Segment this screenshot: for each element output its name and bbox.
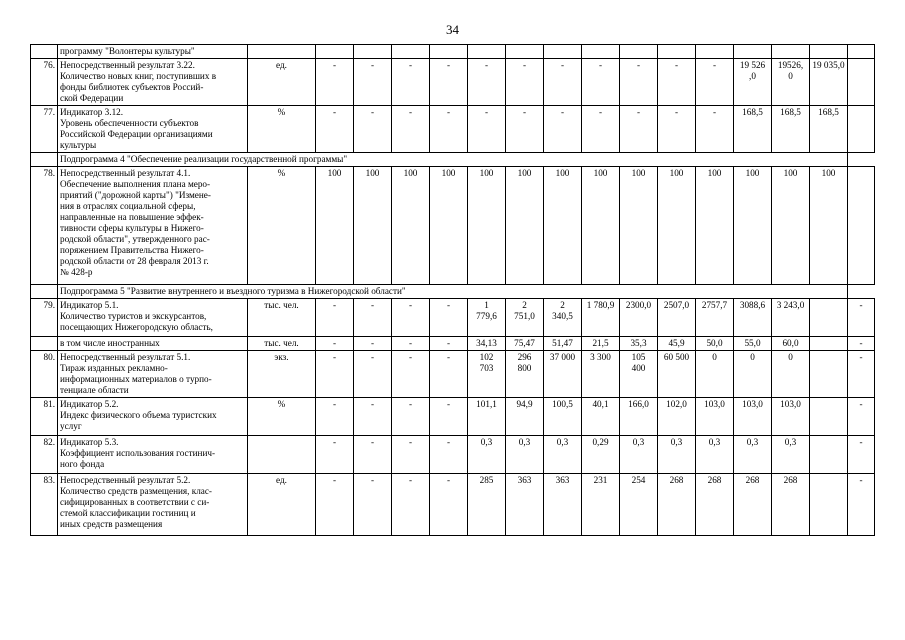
value-cell: 50,0: [696, 337, 734, 351]
value-cell: -: [354, 59, 392, 106]
value-cell: 100: [354, 167, 392, 285]
value-cell: -: [848, 474, 875, 536]
value-cell: 2 751,0: [506, 299, 544, 337]
row-number-cell: [31, 337, 58, 351]
table-row: [31, 106, 875, 153]
value-cell: 0,3: [696, 436, 734, 474]
value-cell: 100: [392, 167, 430, 285]
table-row: [31, 351, 875, 398]
table-row: [31, 398, 875, 436]
value-cell: [506, 45, 544, 59]
indicator-name-cell: Индикатор 5.2. Индекс физического объема туристских услуг: [58, 398, 248, 436]
value-cell: 100: [696, 167, 734, 285]
value-cell: -: [582, 59, 620, 106]
value-cell: -: [544, 59, 582, 106]
subprogram-title: Подпрограмма 5 "Развитие внутреннего и въездного туризма в Нижегородской области": [58, 285, 848, 299]
value-cell: 296 800: [506, 351, 544, 398]
value-cell: [468, 45, 506, 59]
indicator-name-cell: Индикатор 5.1. Количество туристов и экскурсантов, посещающих Нижегородскую область,: [58, 299, 248, 337]
value-cell: 40,1: [582, 398, 620, 436]
subprogram-header-row: [31, 153, 875, 167]
unit-cell: %: [248, 398, 316, 436]
row-number-cell: 77.: [31, 106, 58, 153]
indicator-name-cell: Индикатор 3.12. Уровень обеспеченности субъектов Российской Федерации организациями культуры: [58, 106, 248, 153]
unit-cell: %: [248, 106, 316, 153]
value-cell: 100: [772, 167, 810, 285]
row-number-cell: [31, 285, 58, 299]
value-cell: 105 400: [620, 351, 658, 398]
subprogram-header-row: [31, 285, 875, 299]
value-cell: -: [354, 398, 392, 436]
value-cell: 100: [582, 167, 620, 285]
value-cell: [810, 45, 848, 59]
value-cell: -: [316, 106, 354, 153]
indicator-name-cell: программу "Волонтеры культуры": [58, 45, 248, 59]
value-cell: 75,47: [506, 337, 544, 351]
value-cell: 102 703: [468, 351, 506, 398]
value-cell: [430, 45, 468, 59]
value-cell: -: [696, 59, 734, 106]
row-number-cell: 82.: [31, 436, 58, 474]
value-cell: -: [620, 59, 658, 106]
value-cell: [848, 167, 875, 285]
value-cell: -: [354, 436, 392, 474]
value-cell: -: [848, 398, 875, 436]
value-cell: -: [354, 351, 392, 398]
value-cell: -: [316, 474, 354, 536]
value-cell: 100: [544, 167, 582, 285]
table-row: [31, 59, 875, 106]
row-number-cell: 80.: [31, 351, 58, 398]
value-cell: [848, 59, 875, 106]
value-cell: 2507,0: [658, 299, 696, 337]
value-cell: [582, 45, 620, 59]
value-cell: -: [468, 59, 506, 106]
indicator-name-cell: Непосредственный результат 5.1. Тираж изданных рекламно- информационных материалов о турпо- тенциале области: [58, 351, 248, 398]
value-cell: [810, 398, 848, 436]
value-cell: 102,0: [658, 398, 696, 436]
value-cell: [620, 45, 658, 59]
value-cell: 103,0: [772, 398, 810, 436]
value-cell: [848, 106, 875, 153]
value-cell: [544, 45, 582, 59]
value-cell: [734, 45, 772, 59]
unit-cell: экз.: [248, 351, 316, 398]
value-cell: 19 035,0: [810, 59, 848, 106]
value-cell: 3088,6: [734, 299, 772, 337]
value-cell: 100: [658, 167, 696, 285]
value-cell: -: [392, 436, 430, 474]
row-number-cell: 83.: [31, 474, 58, 536]
value-cell: 0,3: [620, 436, 658, 474]
value-cell: 1 779,6: [468, 299, 506, 337]
value-cell: 0,29: [582, 436, 620, 474]
value-cell: -: [392, 337, 430, 351]
unit-cell: %: [248, 167, 316, 285]
value-cell: 254: [620, 474, 658, 536]
value-cell: -: [544, 106, 582, 153]
value-cell: 0,3: [544, 436, 582, 474]
value-cell: 35,3: [620, 337, 658, 351]
value-cell: -: [316, 59, 354, 106]
value-cell: -: [430, 474, 468, 536]
value-cell: -: [392, 398, 430, 436]
value-cell: [810, 351, 848, 398]
value-cell: 168,5: [734, 106, 772, 153]
value-cell: -: [582, 106, 620, 153]
row-number-cell: [31, 153, 58, 167]
value-cell: 100,5: [544, 398, 582, 436]
value-cell: 363: [506, 474, 544, 536]
indicator-name-cell: Непосредственный результат 3.22. Количество новых книг, поступивших в фонды библиотек субъектов Россий- ской Федерации: [58, 59, 248, 106]
value-cell: 268: [734, 474, 772, 536]
value-cell: -: [506, 59, 544, 106]
value-cell: 0: [734, 351, 772, 398]
value-cell: 363: [544, 474, 582, 536]
table-row: [31, 45, 875, 59]
value-cell: 3 243,0: [772, 299, 810, 337]
value-cell: 100: [810, 167, 848, 285]
value-cell: [392, 45, 430, 59]
value-cell: 37 000: [544, 351, 582, 398]
value-cell: 94,9: [506, 398, 544, 436]
indicator-name-cell: Индикатор 5.3. Коэффициент использования гостинич- ного фонда: [58, 436, 248, 474]
value-cell: 103,0: [696, 398, 734, 436]
value-cell: [810, 299, 848, 337]
table-row: [31, 436, 875, 474]
value-cell: -: [392, 351, 430, 398]
value-cell: 100: [468, 167, 506, 285]
unit-cell: [248, 436, 316, 474]
value-cell: 101,1: [468, 398, 506, 436]
value-cell: 2757,7: [696, 299, 734, 337]
value-cell: [354, 45, 392, 59]
value-cell: -: [316, 398, 354, 436]
value-cell: -: [658, 106, 696, 153]
value-cell: 166,0: [620, 398, 658, 436]
row-number-cell: 78.: [31, 167, 58, 285]
row-number-cell: 79.: [31, 299, 58, 337]
value-cell: 55,0: [734, 337, 772, 351]
value-cell: -: [430, 337, 468, 351]
value-cell: 100: [430, 167, 468, 285]
value-cell: -: [392, 106, 430, 153]
value-cell: [772, 45, 810, 59]
value-cell: 100: [734, 167, 772, 285]
value-cell: 103,0: [734, 398, 772, 436]
value-cell: -: [430, 59, 468, 106]
page-number: 34: [446, 22, 459, 37]
value-cell: -: [354, 337, 392, 351]
value-cell: 19 526 ,0: [734, 59, 772, 106]
value-cell: -: [848, 337, 875, 351]
row-number-cell: 81.: [31, 398, 58, 436]
value-cell: 268: [772, 474, 810, 536]
value-cell: 45,9: [658, 337, 696, 351]
value-cell: [316, 45, 354, 59]
value-cell: -: [430, 106, 468, 153]
value-cell: 0,3: [468, 436, 506, 474]
unit-cell: тыс. чел.: [248, 299, 316, 337]
value-cell: [810, 337, 848, 351]
value-cell: 0,3: [772, 436, 810, 474]
value-cell: -: [316, 351, 354, 398]
row-number-cell: 76.: [31, 59, 58, 106]
value-cell: 0,3: [658, 436, 696, 474]
value-cell: -: [658, 59, 696, 106]
value-cell: 1 780,9: [582, 299, 620, 337]
value-cell: -: [354, 474, 392, 536]
value-cell: -: [848, 436, 875, 474]
value-cell: [658, 45, 696, 59]
value-cell: -: [316, 337, 354, 351]
value-cell: 19526, 0: [772, 59, 810, 106]
value-cell: -: [430, 398, 468, 436]
value-cell: -: [848, 299, 875, 337]
table-row: [31, 167, 875, 285]
value-cell: -: [620, 106, 658, 153]
value-cell: 100: [506, 167, 544, 285]
value-cell: -: [506, 106, 544, 153]
value-cell: 168,5: [810, 106, 848, 153]
value-cell: 3 300: [582, 351, 620, 398]
table-row: [31, 474, 875, 536]
table-row: [31, 299, 875, 337]
value-cell: 168,5: [772, 106, 810, 153]
value-cell: 268: [658, 474, 696, 536]
value-cell: -: [468, 106, 506, 153]
value-cell: [810, 436, 848, 474]
value-cell: -: [848, 351, 875, 398]
value-cell: [696, 45, 734, 59]
value-cell: 60 500: [658, 351, 696, 398]
value-cell: 51,47: [544, 337, 582, 351]
value-cell: 0: [696, 351, 734, 398]
value-cell: 0: [772, 351, 810, 398]
value-cell: 34,13: [468, 337, 506, 351]
value-cell: 231: [582, 474, 620, 536]
value-cell: -: [316, 299, 354, 337]
table-row: [31, 337, 875, 351]
indicator-name-cell: Непосредственный результат 5.2. Количество средств размещения, клас- сифицированных в соответствии с си- стемой классификации гостиниц и иных средств размещения: [58, 474, 248, 536]
value-cell: 2300,0: [620, 299, 658, 337]
value-cell: 268: [696, 474, 734, 536]
unit-cell: ед.: [248, 59, 316, 106]
value-cell: 285: [468, 474, 506, 536]
value-cell: -: [354, 299, 392, 337]
value-cell: -: [392, 299, 430, 337]
value-cell: -: [316, 436, 354, 474]
indicator-name-cell: в том числе иностранных: [58, 337, 248, 351]
row-number-cell: [31, 45, 58, 59]
value-cell: 0,3: [734, 436, 772, 474]
value-cell: 0,3: [506, 436, 544, 474]
value-cell: [810, 474, 848, 536]
value-cell: 2 340,5: [544, 299, 582, 337]
unit-cell: [248, 45, 316, 59]
value-cell: 21,5: [582, 337, 620, 351]
subprogram-title: Подпрограмма 4 "Обеспечение реализации государственной программы": [58, 153, 848, 167]
value-cell: 60,0: [772, 337, 810, 351]
value-cell: 100: [620, 167, 658, 285]
value-cell: -: [430, 436, 468, 474]
value-cell: -: [696, 106, 734, 153]
indicator-name-cell: Непосредственный результат 4.1. Обеспечение выполнения плана меро- приятий ("дорожной карты") "Измене- ния в отраслях социальной сферы, направленные на повышение эффек- тивности сферы культуры в Нижего- родской области", утвержденного рас- поряжением Правительства Нижего- родской области от 28 февраля 2013 г. № 428-р: [58, 167, 248, 285]
value-cell: -: [430, 299, 468, 337]
value-cell: [848, 45, 875, 59]
indicator-table: [30, 44, 875, 536]
value-cell: -: [392, 59, 430, 106]
value-cell: -: [392, 474, 430, 536]
unit-cell: ед.: [248, 474, 316, 536]
value-cell: -: [430, 351, 468, 398]
value-cell: 100: [316, 167, 354, 285]
unit-cell: тыс. чел.: [248, 337, 316, 351]
value-cell: -: [354, 106, 392, 153]
